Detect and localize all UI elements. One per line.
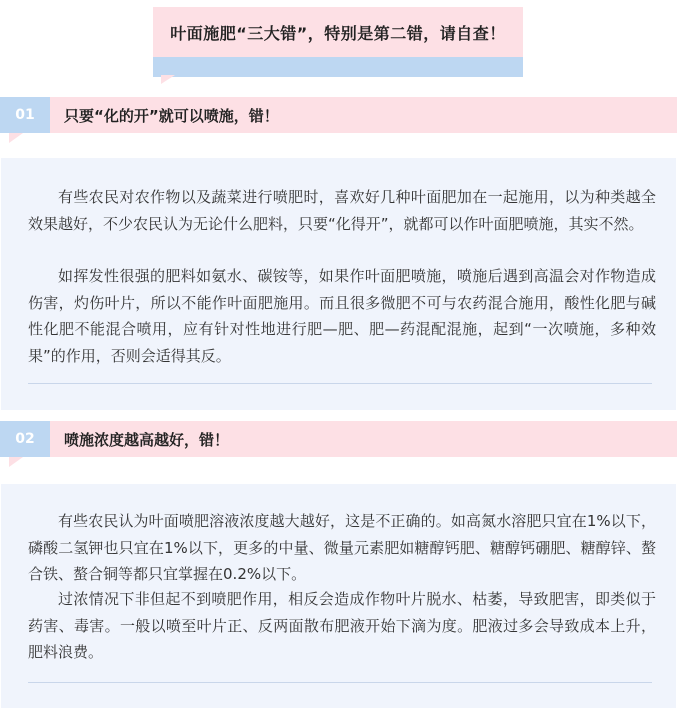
paragraph: 过浓情况下非但起不到喷肥作用，相反会造成作物叶片脱水、枯萎，导致肥害，即类似于药害、毒害。一般以喷至叶片正、反两面散布肥液开始下滴为度。肥液过多会导致成本上升，肥料浪费。 <box>28 590 656 661</box>
paragraph: 如挥发性很强的肥料如氨水、碳铵等，如果作叶面肥喷施，喷施后遇到高温会对作物造成伤害，灼伤叶片，所以不能作叶面肥施用。而且很多微肥不可与农药混合施用，酸性化肥与碱性化肥不能混合喷用，应有针对性地进行肥—肥、肥—药混配混施，起到“一次喷施，多种效果”的作用，否则会适得其反。 <box>28 267 656 365</box>
section-divider <box>28 383 652 384</box>
title-box <box>153 7 523 57</box>
page-title: 叶面施肥“三大错”，特别是第二错，请自查！ <box>170 23 506 43</box>
section-heading-box <box>50 421 677 457</box>
section-heading-box <box>50 97 677 133</box>
title-speech-tail <box>161 75 175 84</box>
section-heading: 只要“化的开”就可以喷施，错！ <box>64 106 279 125</box>
section-number-badge: 01 <box>0 97 50 133</box>
section-header-tail <box>9 133 23 143</box>
section-heading: 喷施浓度越高越好，错！ <box>64 430 230 449</box>
section-header-tail <box>9 457 23 467</box>
paragraph: 有些农民认为叶面喷肥溶液浓度越大越好，这是不正确的。如高氮水溶肥只宜在1%以下，磷酸二氢钾也只宜在1%以下，更多的中量、微量元素肥如糖醇钙肥、糖醇钙硼肥、糖醇锌、螯合铁、螯合铜等都只宜掌握在0.2%以下。 <box>28 512 656 583</box>
section-number-badge: 02 <box>0 421 50 457</box>
section-content-02 <box>1 484 676 708</box>
section-header-01 <box>0 97 677 133</box>
title-shadow-strip <box>153 55 523 77</box>
section-content-01 <box>1 158 676 410</box>
section-divider <box>28 682 652 683</box>
title-banner <box>153 7 523 83</box>
paragraph: 有些农民对农作物以及蔬菜进行喷肥时，喜欢好几种叶面肥加在一起施用，以为种类越全效果越好，不少农民认为无论什么肥料，只要“化得开”，就都可以作叶面肥喷施，其实不然。 <box>28 188 656 233</box>
section-header-02 <box>0 421 677 457</box>
